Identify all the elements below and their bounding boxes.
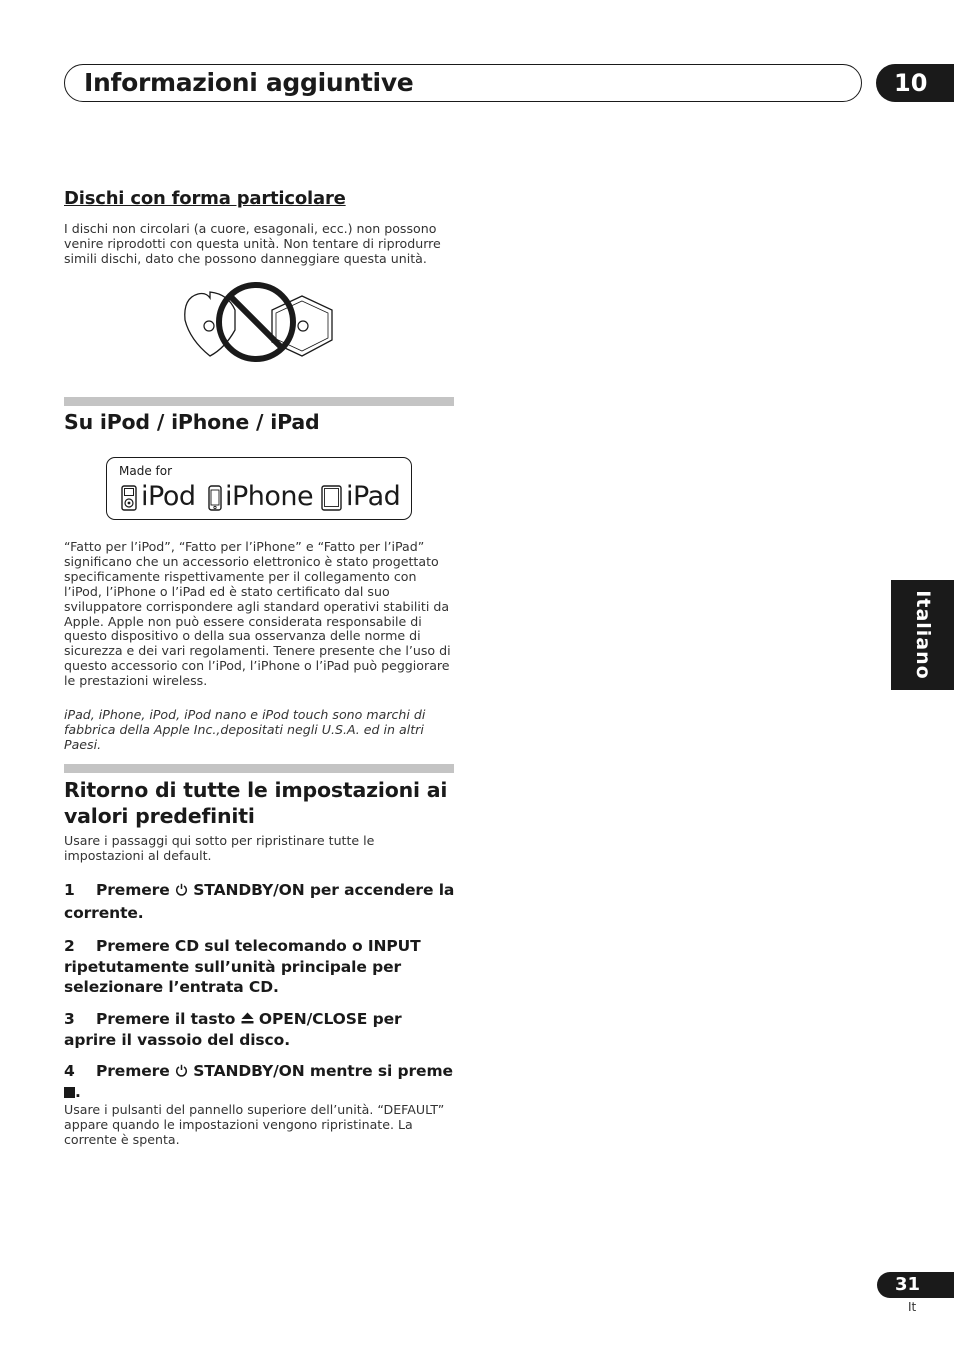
iphone-icon — [208, 485, 222, 511]
eject-icon — [241, 1012, 254, 1024]
step-text: Premere — [96, 881, 175, 899]
reset-heading: Ritorno di tutte le impostazioni ai valori predefiniti — [64, 778, 448, 828]
step-text: STANDBY/ON mentre si preme — [187, 1062, 453, 1080]
step-2 — [64, 936, 456, 998]
shapes-text: I dischi non circolari (a cuore, esagonali, ecc.) non possono venire riprodotti con questa unità. Non tentare di riprodurre simili dischi, dato che possono danneggiare questa unità. — [64, 221, 441, 266]
step-number: 1 — [64, 881, 75, 899]
section-divider — [64, 397, 454, 406]
step-text: Premere il tasto — [96, 1010, 241, 1028]
power-icon — [175, 1064, 188, 1077]
ipod-heading: Su iPod / iPhone / iPad — [64, 410, 320, 434]
shapes-heading: Dischi con forma particolare — [64, 188, 346, 209]
stop-icon — [64, 1087, 75, 1098]
language-tab — [891, 580, 954, 690]
page-number: 31 — [877, 1272, 954, 1298]
step-text: STANDBY/ON per accendere la corrente. — [64, 881, 455, 922]
power-icon — [175, 883, 188, 896]
step-text: OPEN/CLOSE per aprire il vassoio del disco. — [64, 1010, 402, 1049]
iphone-logo-text: iPhone — [225, 481, 314, 512]
step-4 — [64, 1061, 456, 1102]
ipod-logo-text: iPod — [141, 481, 196, 512]
page-title: Informazioni aggiuntive — [84, 68, 414, 97]
step-1 — [64, 879, 456, 925]
ipad-logo-text: iPad — [346, 481, 401, 512]
step-text: Premere CD sul telecomando o INPUT ripetutamente sull’unità principale per selezionare l’entrata CD. — [64, 937, 421, 996]
reset-note: Usare i pulsanti del pannello superiore dell’unità. “DEFAULT” appare quando le impostazioni vengono ripristinate. La corrente è spenta. — [64, 1102, 445, 1147]
trademark-text: iPad, iPhone, iPod, iPod nano e iPod touch sono marchi di fabbrica della Apple Inc.,depositati negli U.S.A. ed in altri Paesi. — [64, 707, 426, 752]
language-label: Italiano — [911, 590, 934, 680]
ipod-text: “Fatto per l’iPod”, “Fatto per l’iPhone” e “Fatto per l’iPad” significano che un accessorio elettronico è stato progettato specificamente rispettivamente per il collegamento con l’iPod, l’iPhone o l’iPad ed è stato certificato dal suo sviluppatore corrispondere agli standard operativi stabiliti da Apple. Apple non può essere considerata responsabile di questo dispositivo o della sua osservanza delle norme di sicurezza e dei vari regolamenti. Tenere presente che l’uso di questo accessorio con l’iPod, l’iPhone o l’iPad può peggiorare le prestazioni wireless. — [64, 539, 451, 689]
made-for-ipod-logo — [106, 457, 412, 520]
no-shaped-discs-icon — [180, 280, 340, 365]
section-divider — [64, 764, 454, 773]
step-number: 4 — [64, 1062, 75, 1080]
step-number: 3 — [64, 1010, 75, 1028]
step-number: 2 — [64, 937, 75, 955]
step-text: . — [75, 1082, 81, 1101]
step-text: Premere — [96, 1062, 175, 1080]
made-for-label: Made for — [119, 464, 173, 478]
step-3 — [64, 1009, 456, 1050]
ipad-icon — [321, 485, 342, 511]
reset-intro: Usare i passaggi qui sotto per ripristinare tutte le impostazioni al default. — [64, 833, 375, 863]
page-language-code: It — [908, 1300, 917, 1314]
chapter-number: 10 — [876, 64, 954, 102]
ipod-icon — [121, 485, 137, 511]
